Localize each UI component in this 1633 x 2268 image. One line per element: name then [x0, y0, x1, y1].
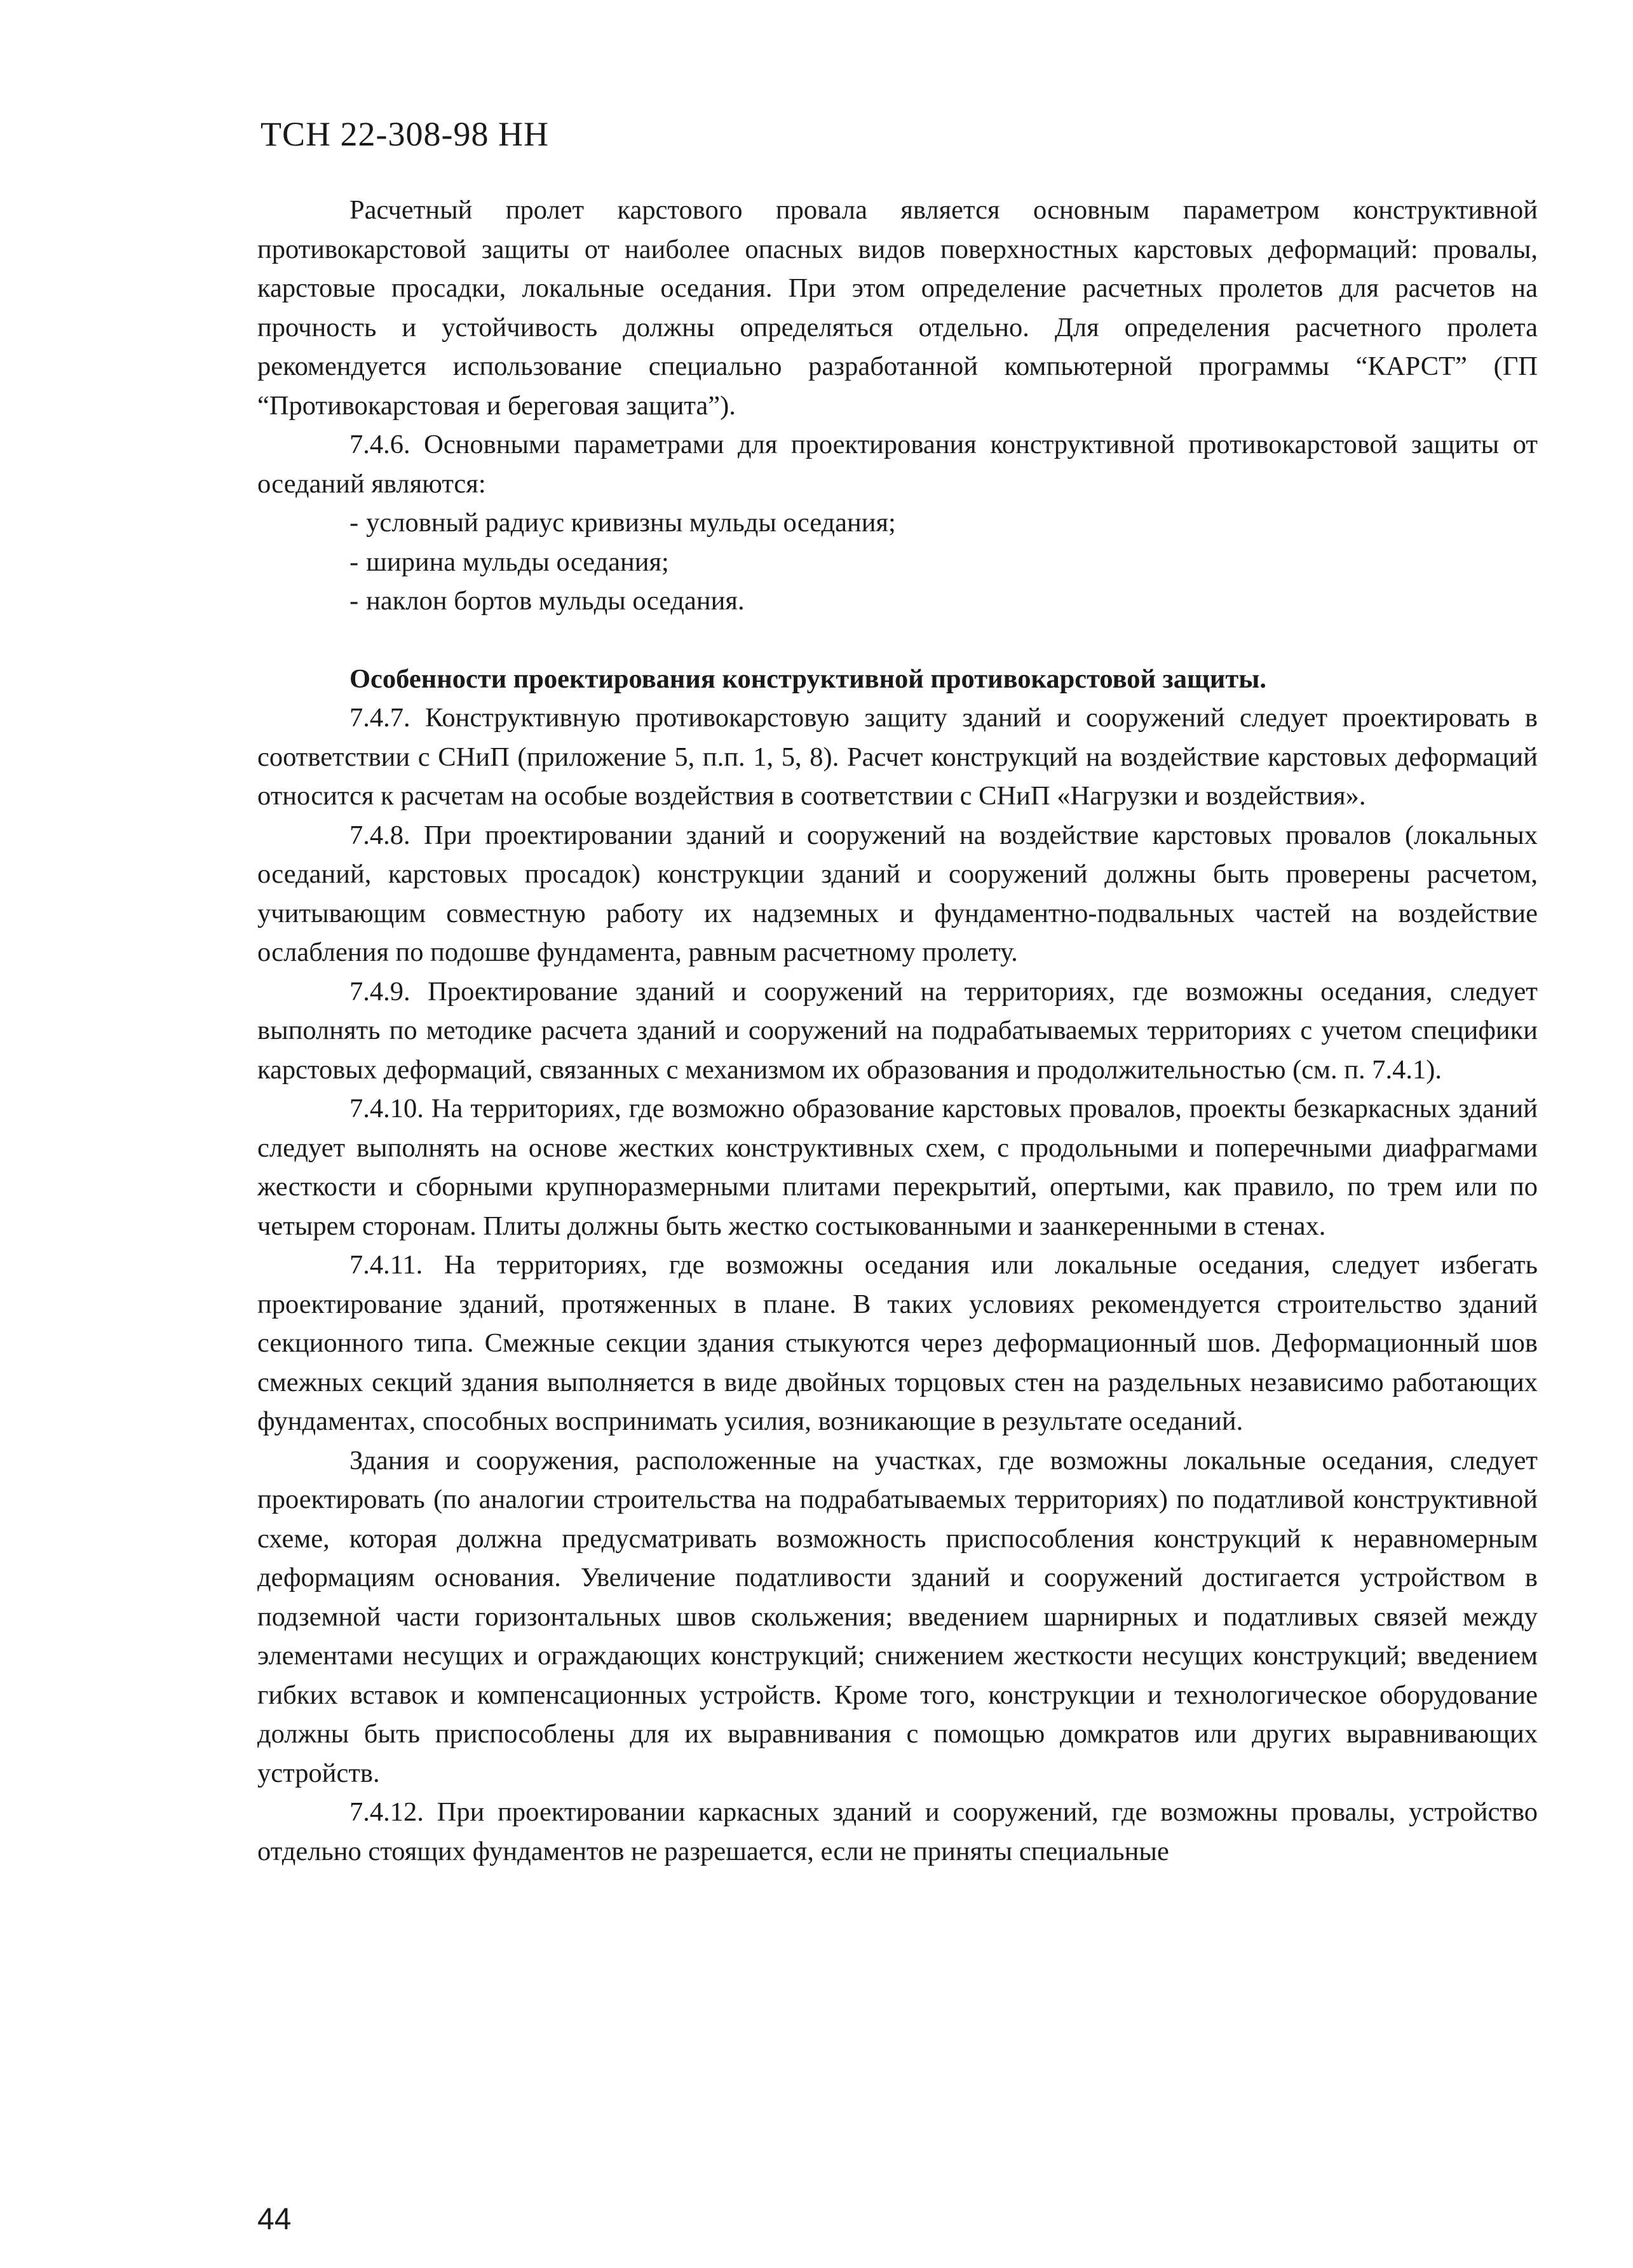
list-item-text: ширина мульды оседания; — [366, 547, 669, 577]
paragraph-7-4-11: 7.4.11. На территориях, где возможны оседания или локальные оседания, следует избегать проектирование зданий, протяженных в плане. В таких условиях рекомендуется строительство зданий секционного типа. Смежные секции здания стыкуются через деформационный шов. Деформационный шов смежных секций здания выполняется в виде двойных торцовых стен на раздельных независимо работающих фундаментах, способных воспринимать усилия, возникающие в результате оседаний. — [257, 1250, 1538, 1436]
paragraph-7-4-9: 7.4.9. Проектирование зданий и сооружений на территориях, где возможны оседания, следует выполнять по методике расчета зданий и сооружений на подрабатываемых территориях с учетом специфики карстовых деформаций, связанных с механизмом их образования и продолжительностью (см. п. 7.4.1). — [257, 976, 1538, 1085]
list-item — [257, 543, 1538, 582]
paragraph-7-4-7: 7.4.7. Конструктивную противокарстовую защиту зданий и сооружений следует проектировать в соответствии с СНиП (приложение 5, п.п. 1, 5, 8). Расчет конструкций на воздействие карстовых деформаций относится к расчетам на особые воздействия в соответствии с СНиП «Нагрузки и воздействия». — [257, 703, 1538, 811]
paragraph-7-4-8: 7.4.8. При проектировании зданий и сооружений на воздействие карстовых провалов (локальных оседаний, карстовых просадок) конструкции зданий и сооружений должны быть проверены расчетом, учитывающим совместную работу их надземных и фундаментно-подвальных частей на воздействие ослабления по подошве фундамента, равным расчетному пролету. — [257, 820, 1538, 967]
list-item — [257, 503, 1538, 543]
list-marker: - — [349, 508, 359, 538]
paragraph-design-span: Расчетный пролет карстового провала является основным параметром конструктивной противокарстовой защиты от наиболее опасных видов поверхностных карстовых деформаций: провалы, карстовые просадки, локальные оседания. При этом определение расчетных пролетов для расчетов на прочность и устойчивость должны определяться отдельно. Для определения расчетного пролета рекомендуется использование специально разработанной компьютерной программы “КАРСТ” (ГП “Противокарстовая и береговая защита”). — [257, 195, 1538, 421]
page-number: 44 — [257, 2203, 292, 2236]
document-body — [257, 191, 1538, 1871]
paragraph-7-4-10: 7.4.10. На территориях, где возможно образование карстовых провалов, проекты безкаркасных зданий следует выполнять на основе жестких конструктивных схем, с продольными и поперечными диафрагмами жесткости и сборными крупноразмерными плитами перекрытий, опертыми, как правило, по трем или по четырем сторонам. Плиты должны быть жестко состыкованными и заанкеренными в стенах. — [257, 1094, 1538, 1241]
paragraph-7-4-11-continued: Здания и сооружения, расположенные на участках, где возможны локальные оседания, следует проектировать (по аналогии строительства на подрабатываемых территориях) по податливой конструктивной схеме, которая должна предусматривать возможность приспособления конструкций к неравномерным деформациям основания. Увеличение податливости зданий и сооружений достигается устройством в подземной части горизонтальных швов скольжения; введением шарнирных и податливых связей между элементами несущих и ограждающих конструкций; снижением жесткости несущих конструкций; введением гибких вставок и компенсационных устройств. Кроме того, конструкции и технологическое оборудование должны быть приспособлены для их выравнивания с помощью домкратов или других выравнивающих устройств. — [257, 1445, 1538, 1788]
list-item-text: наклон бортов мульды оседания. — [366, 586, 745, 616]
list-marker: - — [349, 586, 359, 616]
paragraph-7-4-12: 7.4.12. При проектировании каркасных зданий и сооружений, где возможны провалы, устройство отдельно стоящих фундаментов не разрешается, если не приняты специальные — [257, 1797, 1538, 1866]
list-item-text: условный радиус кривизны мульды оседания; — [366, 508, 896, 538]
section-heading: Особенности проектирования конструктивной противокарстовой защиты. — [349, 663, 1267, 694]
list-marker: - — [349, 547, 359, 577]
document-code-header: ТСН 22-308-98 НН — [261, 115, 549, 153]
paragraph-7-4-6: 7.4.6. Основными параметрами для проектирования конструктивной противокарстовой защиты от оседаний являются: — [257, 430, 1538, 499]
list-item — [257, 581, 1538, 621]
